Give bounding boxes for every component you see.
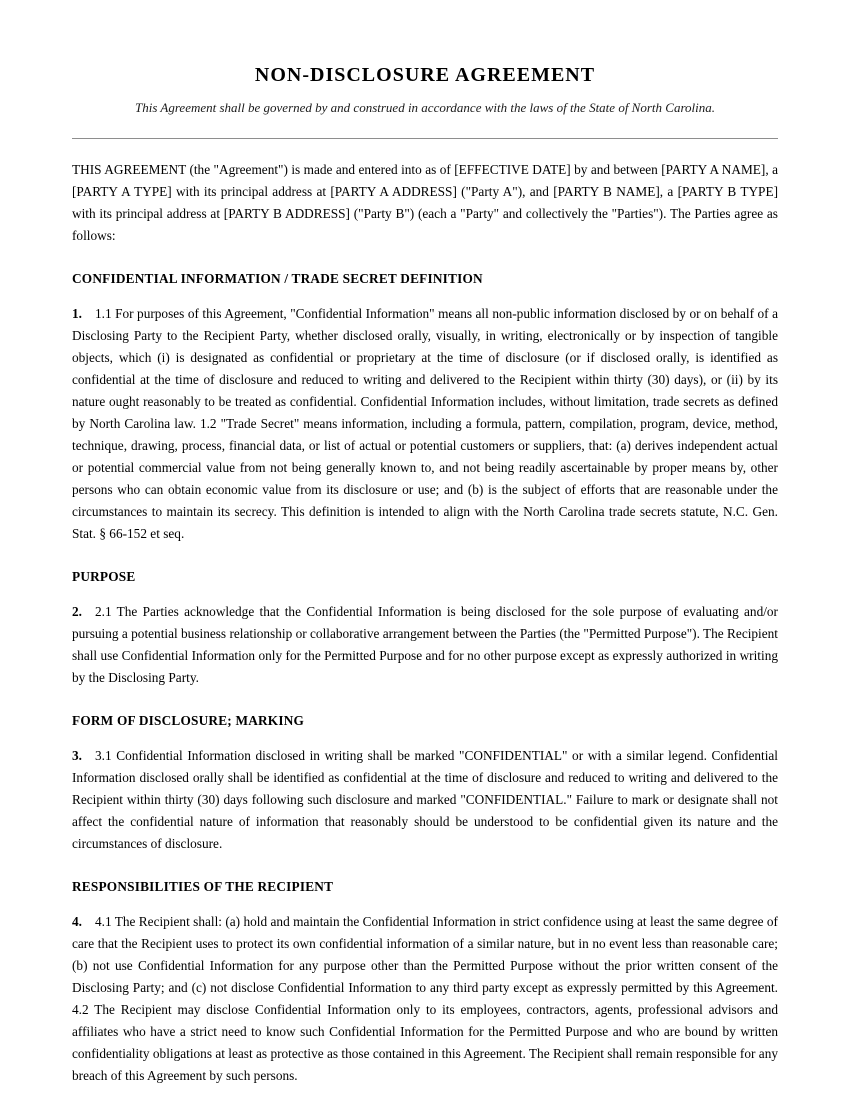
intro-paragraph: THIS AGREEMENT (the "Agreement") is made and entered into as of [EFFECTIVE DATE] by and between [PARTY A NAME], a [PARTY A TYPE] with its principal address at [PARTY A ADDRESS] ("Party A"), and [PARTY B NAME], a [PARTY B TYPE] with its principal address at [PARTY B ADDRESS] ("Party B") (each a "Party" and collectively the "Parties"). The Parties agree as follows: — [72, 162, 778, 243]
section-paragraph — [72, 601, 778, 689]
section-paragraph — [72, 745, 778, 855]
section-form-of-disclosure — [72, 710, 778, 855]
document-title: NON-DISCLOSURE AGREEMENT — [254, 64, 596, 86]
section-heading: FORM OF DISCLOSURE; MARKING — [72, 713, 305, 728]
section-heading: PURPOSE — [72, 569, 136, 584]
section-number: 1. — [72, 306, 82, 321]
section-paragraph — [72, 303, 778, 545]
section-body: 3.1 Confidential Information disclosed in writing shall be marked "CONFIDENTIAL" or with a similar legend. Confidential Information disclosed orally shall be identified as confidential at the time of disclosure and reduced to writing and delivered to the Recipient within thirty (30) days following such disclosure and marked "CONFIDENTIAL." Failure to mark or designate shall not affect the confidential nature of information that reasonably should be understood to be confidential given its nature and the circumstances of disclosure. — [72, 748, 778, 851]
section-purpose — [72, 566, 778, 689]
section-paragraph — [72, 911, 778, 1087]
section-number: 3. — [72, 748, 82, 763]
section-heading: RESPONSIBILITIES OF THE RECIPIENT — [72, 879, 334, 894]
section-body: 1.1 For purposes of this Agreement, "Confidential Information" means all non-public information disclosed by or on behalf of a Disclosing Party to the Recipient Party, whether disclosed orally, visually, in writing, electronically or by inspection of tangible objects, which (i) is designated as confidential or proprietary at the time of disclosure (or if disclosed orally, is identified as confidential at the time of disclosure and reduced to writing and delivered to the Recipient within thirty (30) days), or (ii) by its nature ought reasonably to be treated as confidential. Confidential Information includes, without limitation, trade secrets as defined by North Carolina law. 1.2 "Trade Secret" means information, including a formula, pattern, compilation, program, device, method, technique, drawing, process, financial data, or list of actual or potential customers or suppliers, that: (a) derives independent actual or potential commercial value from not being generally known to, and not being readily ascertainable by proper means by, other persons who can obtain economic value from its disclosure or use; and (b) is the subject of efforts that are reasonable under the circumstances to maintain its secrecy. This definition is intended to align with the North Carolina trade secrets statute, N.C. Gen. Stat. § 66-152 et seq. — [72, 306, 778, 541]
section-number: 2. — [72, 604, 82, 619]
section-confidential-information — [72, 268, 778, 545]
section-heading: CONFIDENTIAL INFORMATION / TRADE SECRET DEFINITION — [72, 271, 483, 286]
divider-rule — [72, 138, 778, 139]
section-number: 4. — [72, 914, 82, 929]
section-body: 2.1 The Parties acknowledge that the Confidential Information is being disclosed for the sole purpose of evaluating and/or pursuing a potential business relationship or collaborative arrangement between the Parties (the "Permitted Purpose"). The Recipient shall use Confidential Information only for the Permitted Purpose and for no other purpose except as expressly authorized in writing by the Disclosing Party. — [72, 604, 778, 685]
governing-law-subtitle: This Agreement shall be governed by and construed in accordance with the laws of the State of North Carolina. — [134, 100, 715, 115]
section-responsibilities — [72, 876, 778, 1087]
section-body: 4.1 The Recipient shall: (a) hold and maintain the Confidential Information in strict confidence using at least the same degree of care that the Recipient uses to protect its own confidential information of a similar nature, but in no event less than reasonable care; (b) not use Confidential Information for any purpose other than the Permitted Purpose without the prior written consent of the Disclosing Party; and (c) not disclose Confidential Information to any third party except as expressly permitted by this Agreement. 4.2 The Recipient may disclose Confidential Information only to its employees, contractors, agents, professional advisors and affiliates who have a strict need to know such Confidential Information for the Permitted Purpose and who are bound by written confidentiality obligations at least as protective as those contained in this Agreement. The Recipient shall remain responsible for any breach of this Agreement by such persons. — [72, 914, 778, 1083]
